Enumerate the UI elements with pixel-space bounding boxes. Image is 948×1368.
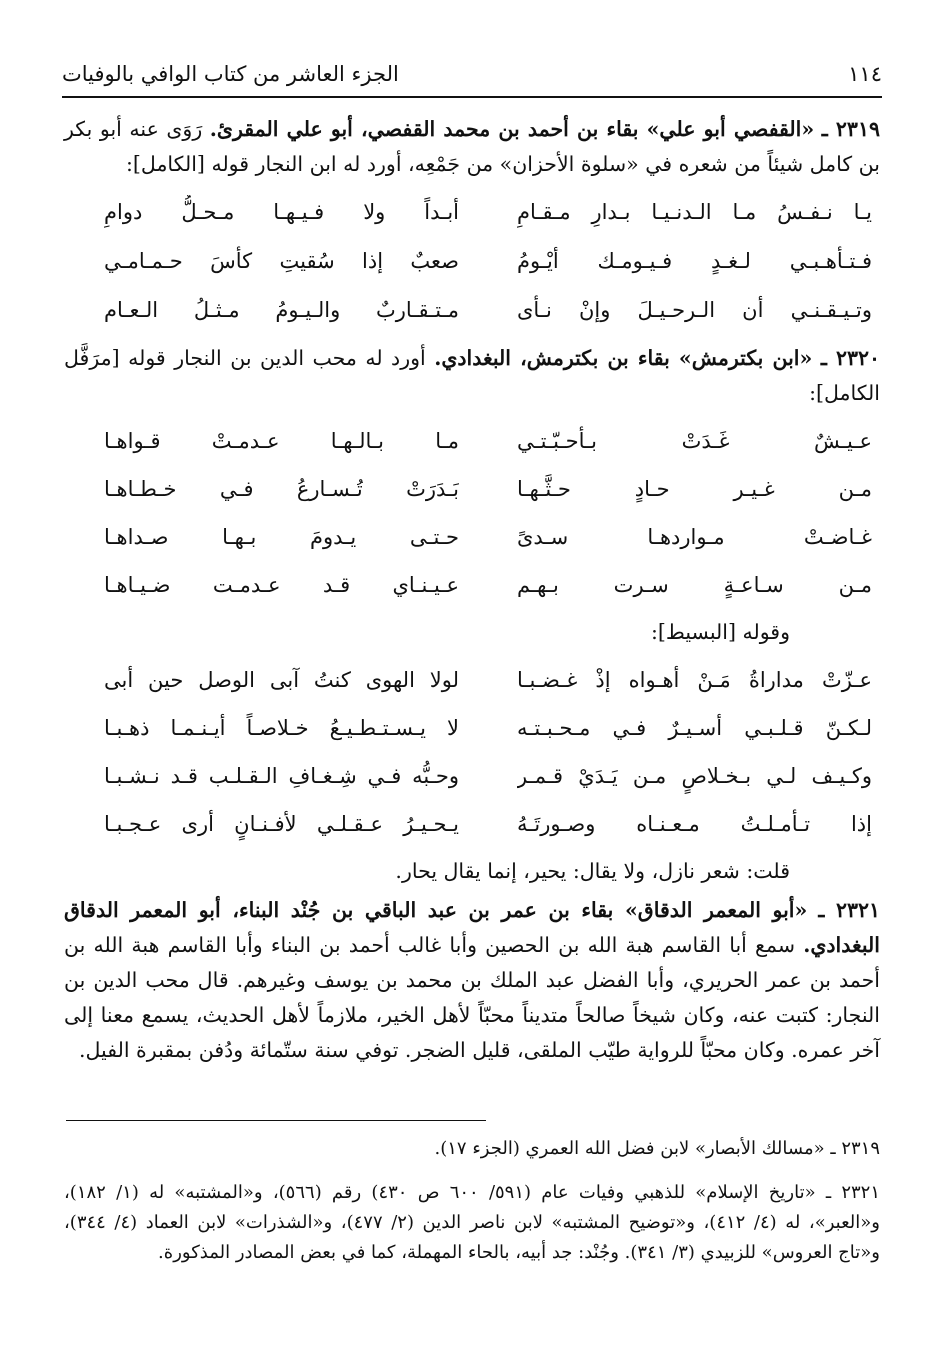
first-hemistich: عـيـشٌ غَـدَتْ بـأحـبّـتـي (517, 428, 872, 453)
entry-text: أورد له محب الدين بن النجار قوله [مرَفَّل الكامل]: (64, 346, 880, 405)
verse-line (64, 656, 880, 704)
poem-intro: وقوله [البسيط]: (650, 620, 790, 644)
first-hemistich: غـاضـتْ مـواردهـا سـدىً (517, 524, 872, 549)
first-hemistich: وتـيـقـنـي أن الـرحـيـلَ وإنْ نـأى (517, 298, 872, 322)
verse-line (64, 513, 880, 561)
second-hemistich: عـيـنـاي قـد عـدمـت ضـيـاهـا (104, 572, 459, 597)
running-title: الجزء العاشر من كتاب الوافي بالوفيات (62, 62, 399, 86)
footnotes (64, 1134, 880, 1282)
running-header (62, 54, 882, 94)
entry-heading: «القفصي أبو علي» بقاء بن أحمد بن محمد القفصي، أبو علي المقرئ. (209, 117, 815, 141)
first-hemistich: يـا نـفـسُ مـا الـدنـيـا بـدارِ مـقـامِ (517, 200, 872, 224)
entry-2320 (64, 341, 880, 411)
verse-line (64, 417, 880, 465)
verse-line (64, 188, 880, 237)
second-hemistich: لولا الهوى كنتُ آبى الوصل حين أبى (104, 667, 459, 692)
footnote-2319: ٢٣١٩ ـ «مسالك الأبصار» لابن فضل الله العمري (الجزء ١٧). (434, 1138, 880, 1159)
first-hemistich: وكـيـف لـي بـخـلاصٍ مـن يَـدَيْ قـمـر (517, 763, 872, 788)
first-hemistich: مـن غـيـر حـادٍ حـثَّـهـا (517, 476, 872, 501)
poem-basit (64, 656, 880, 848)
author-note: قلت: شعر نازل، ولا يقال: يحير، إنما يقال يحار. (395, 859, 790, 883)
header-rule (62, 96, 882, 98)
page-number: ١١٤ (848, 62, 882, 86)
second-hemistich: صعبٌ إذا سُقيتِ كأسَ حـمـامـي (104, 249, 459, 273)
second-hemistich: يـحـيـرُ عـقـلـي لأفـنـانٍ أرى عـجـبـا (104, 811, 459, 836)
entry-number: ٢٣١٩ ـ (821, 117, 880, 141)
first-hemistich: إذا تـأمـلـتُ مـعـنـاه وصـورتَـهُ (517, 811, 872, 836)
first-hemistich: لـكـنّ قـلـبـي أسـيـرٌ فـي مـحـبـتـه (517, 715, 872, 740)
second-hemistich: مـا بـالـهـا عـدمـتْ قـواهـا (104, 428, 459, 453)
entry-2321 (64, 893, 880, 1068)
entry-number: ٢٣٢٠ ـ (820, 346, 880, 370)
poem-kamil (64, 188, 880, 335)
verse-line (64, 465, 880, 513)
first-hemistich: مـن سـاعـةٍ سـرت بـهـم (517, 572, 872, 597)
page-body (64, 112, 880, 1068)
footnote-2321: ٢٣٢١ ـ «تاريخ الإسلام» للذهبي وفيات عام (٥٩١/ ٦٠٠ ص ٤٣٠) رقم (٥٦٦)، و«المشتبه» له (١/ ١٨٢)، و«العبر»، له (٤/ ٤١٢)، و«توضيح المشتبه» لابن ناصر الدين (٢/ ٤٧٧)، و«الشذرات» لابن العماد (٤/ ٣٤٤)، و«تاج العروس» للزبيدي (٣/ ٣٤١). وجُنْد: جد أبيه، بالحاء المهملة، كما في بعض المصادر المذكورة. (64, 1182, 880, 1263)
verse-line (64, 752, 880, 800)
second-hemistich: مـتـقـاربٌ والـيـومُ مـثـلُ الـعـام (104, 298, 459, 322)
poem-murafal-kamil (64, 417, 880, 609)
second-hemistich: بَـدَرَتْ تُـسـارعُ فـي خـطـاهـا (104, 476, 459, 501)
verse-line (64, 286, 880, 335)
second-hemistich: لا يـسـتـطـيـعُ خـلاصـاً أيـنـمـا ذهـبـا (104, 715, 459, 740)
verse-line (64, 561, 880, 609)
second-hemistich: حـتـى يـدومَ بـهـا صـداهـا (104, 524, 459, 549)
entry-heading: «ابن بكترمش» بقاء بن بكترمش، البغدادي. (434, 346, 813, 370)
entry-heading: «أبو المعمر الدقاق» بقاء بن عمر بن عبد الباقي بن جُنْد البناء، أبو المعمر الدقاق البغدادي. (64, 898, 880, 957)
first-hemistich: فـتـأهـبـي لـغـدٍ فـيـومـك أيْـومُ (517, 249, 872, 273)
second-hemistich: أبـداً ولا فـيـهـا مـحـلُّ دوامِ (104, 200, 459, 224)
entry-number: ٢٣٢١ ـ (818, 898, 880, 922)
verse-line (64, 704, 880, 752)
entry-2319 (64, 112, 880, 182)
entry-text: سمع أبا القاسم هبة الله بن الحصين وأبا غالب أحمد بن البناء وأبا القاسم هبة الله بن أحمد بن عمر الحريري، وأبا الفضل عبد الملك بن محمد بن يوسف وغيرهم. قال محب الدين بن النجار: كتبت عنه، وكان شيخاً صالحاً متديناً محبّاً لأهل الخير، ملازماً لأهل الحديث، يسمع معنا إلى آخر عمره. وكان محبّاً للرواية طيّب الملقى، قليل الضجر. توفي سنة ستّمائة ودُفن بمقبرة الفيل. (64, 933, 880, 1062)
first-hemistich: عـزّتْ مداراةُ مَـنْ أهـواه إذْ غـضـبـا (517, 667, 872, 692)
verse-line (64, 800, 880, 848)
verse-line (64, 237, 880, 286)
entry-text: رَوَى عنه أبو بكر بن كامل شيئاً من شعره في «سلوة الأحزان» من جَمْعِه، أورد له ابن النجار قوله [الكامل]: (64, 117, 880, 176)
second-hemistich: وحـبُّه فـي شِـغـافِ الـقـلـب قـد نـشـبـا (104, 763, 459, 788)
footnote-rule (66, 1120, 486, 1121)
